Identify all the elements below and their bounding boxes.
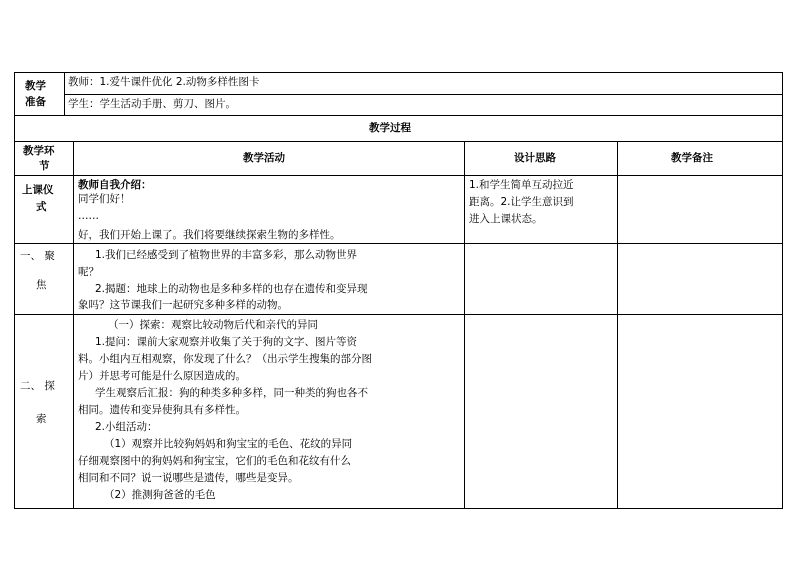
table-col-divider [73,141,74,509]
header-design: 设计思路 [514,152,556,164]
explore-activity-line: （2）推测狗爸爸的毛色 [104,489,216,501]
intro-stage-line1: 上课仪 [22,184,54,196]
focus-stage-line1: 一、 聚 [20,250,55,262]
header-activity: 教学活动 [243,152,285,164]
intro-design-line: 进入上课状态。 [469,213,543,225]
intro-activity-line: …… [78,210,99,222]
process-title: 教学过程 [369,122,411,134]
intro-activity-line: 好，我们开始上课了。我们将要继续探索生物的多样性。 [78,229,341,241]
table-border-bottom [14,508,783,509]
explore-activity-line: 学生观察后汇报：狗的种类多种多样，同一种类的狗也各不 [95,387,368,399]
explore-activity-line: （一）探索：观察比较动物后代和亲代的异同 [108,319,318,331]
intro-stage-line2: 式 [36,201,47,213]
table-rule [64,94,783,95]
intro-activity-line: 同学们好！ [78,193,131,205]
explore-activity-line: 仔细观察图中的狗妈妈和狗宝宝，它们的毛色和花纹有什么 [78,455,351,467]
header-stage-line1: 教学环 [23,145,55,157]
table-border-top [14,72,783,73]
table-col-divider [64,72,65,116]
explore-activity-line: 片）并思考可能是什么原因造成的。 [78,370,246,382]
table-rule [14,115,783,116]
table-rule [14,175,783,176]
prep-student-text: 学生：学生活动手册、剪刀、图片。 [68,98,236,110]
header-stage-line2: 节 [39,160,50,172]
table-rule [14,141,783,142]
focus-activity-line: 1.我们已经感受到了植物世界的丰富多彩，那么动物世界 [95,249,358,261]
table-rule [14,243,783,244]
prep-label-line1: 教学 [25,80,46,92]
table-col-divider [617,141,618,509]
intro-design-line: 距离。2.让学生意识到 [469,196,574,208]
table-border-left [14,72,15,509]
focus-stage-line2: 焦 [36,279,47,291]
explore-stage-line1: 二、 探 [20,380,55,392]
prep-teacher-text: 教师：1.爱牛课件优化 2.动物多样性图卡 [68,76,260,88]
explore-activity-line: 相同和不同？说一说哪些是遗传，哪些是变异。 [78,472,299,484]
explore-activity-line: 2.小组活动： [95,421,158,433]
intro-design-line: 1.和学生简单互动拉近 [469,179,574,191]
focus-activity-line: 呢？ [78,266,99,278]
table-rule [14,314,783,315]
table-border-right [782,72,783,509]
table-col-divider [464,141,465,509]
explore-activity-line: 1.提问：课前大家观察并收集了关于狗的文字、图片等资 [95,336,358,348]
header-notes: 教学备注 [671,152,713,164]
explore-activity-line: （1）观察并比较狗妈妈和狗宝宝的毛色、花纹的异同 [104,438,353,450]
explore-activity-line: 料。小组内互相观察，你发现了什么？（出示学生搜集的部分图 [78,353,372,365]
prep-label-line2: 准备 [25,96,46,108]
intro-activity-line: 教师自我介绍： [78,179,152,191]
explore-stage-line2: 索 [36,413,47,425]
explore-activity-line: 相同。遗传和变异使狗具有多样性。 [78,404,246,416]
focus-activity-line: 象吗？这节课我们一起研究多种多样的动物。 [78,299,288,311]
focus-activity-line: 2.揭题：地球上的动物也是多种多样的也存在遗传和变异现 [95,283,368,295]
